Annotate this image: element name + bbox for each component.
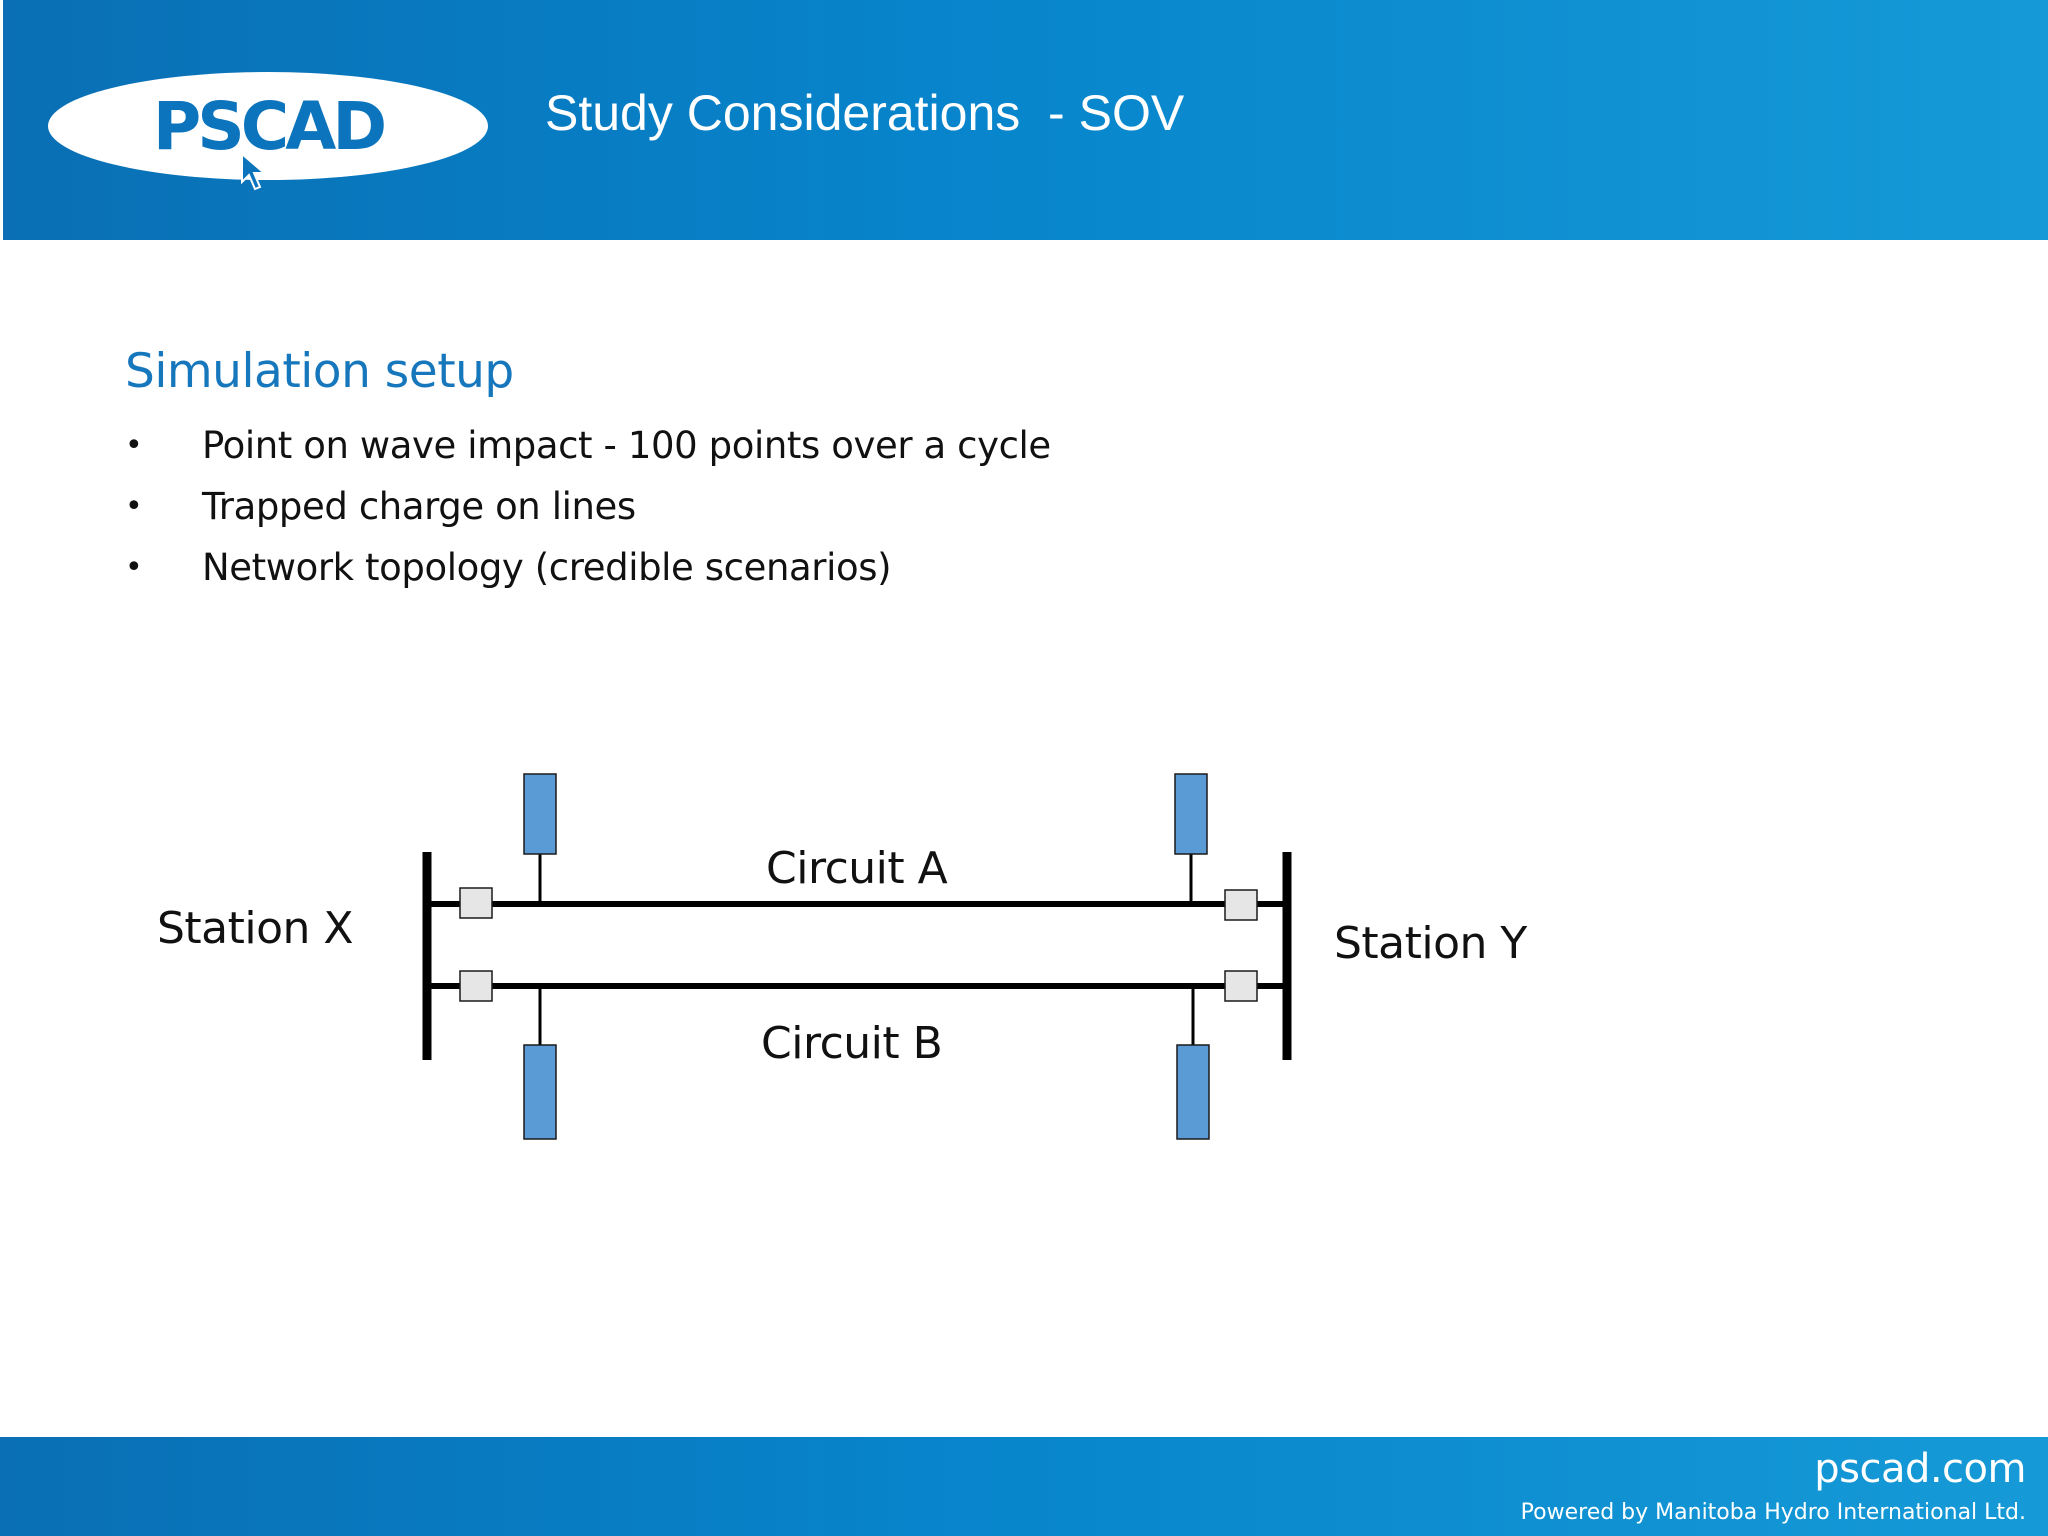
circuit-breaker — [1225, 971, 1257, 1001]
footer-site-link[interactable]: pscad.com — [1814, 1446, 2026, 1492]
bullet-text: Trapped charge on lines — [202, 485, 636, 528]
station-y-label: Station Y — [1334, 918, 1527, 969]
footer-powered-by: Powered by Manitoba Hydro International Ltd. — [1520, 1500, 2026, 1525]
bullet-text: Point on wave impact - 100 points over a cycle — [202, 424, 1051, 467]
surge-arrester — [1177, 1045, 1209, 1139]
pscad-logo-text: PSCAD — [152, 87, 384, 165]
bullet-text: Network topology (credible scenarios) — [202, 546, 892, 589]
slide-title: Study Considerations - SOV — [545, 85, 1185, 141]
bullet-dot: • — [125, 550, 143, 585]
surge-arrester — [1175, 774, 1207, 854]
circuit-breaker — [1225, 890, 1257, 920]
circuit-breaker — [460, 888, 492, 918]
surge-arrester — [524, 774, 556, 854]
surge-arrester — [524, 1045, 556, 1139]
circuit-b-label: Circuit B — [761, 1018, 943, 1069]
section-heading: Simulation setup — [125, 344, 514, 399]
bullet-dot: • — [125, 489, 143, 524]
circuit-breaker — [460, 971, 492, 1001]
circuit-a-label: Circuit A — [766, 843, 948, 894]
bullet-dot: • — [125, 428, 143, 463]
station-x-label: Station X — [157, 903, 354, 954]
